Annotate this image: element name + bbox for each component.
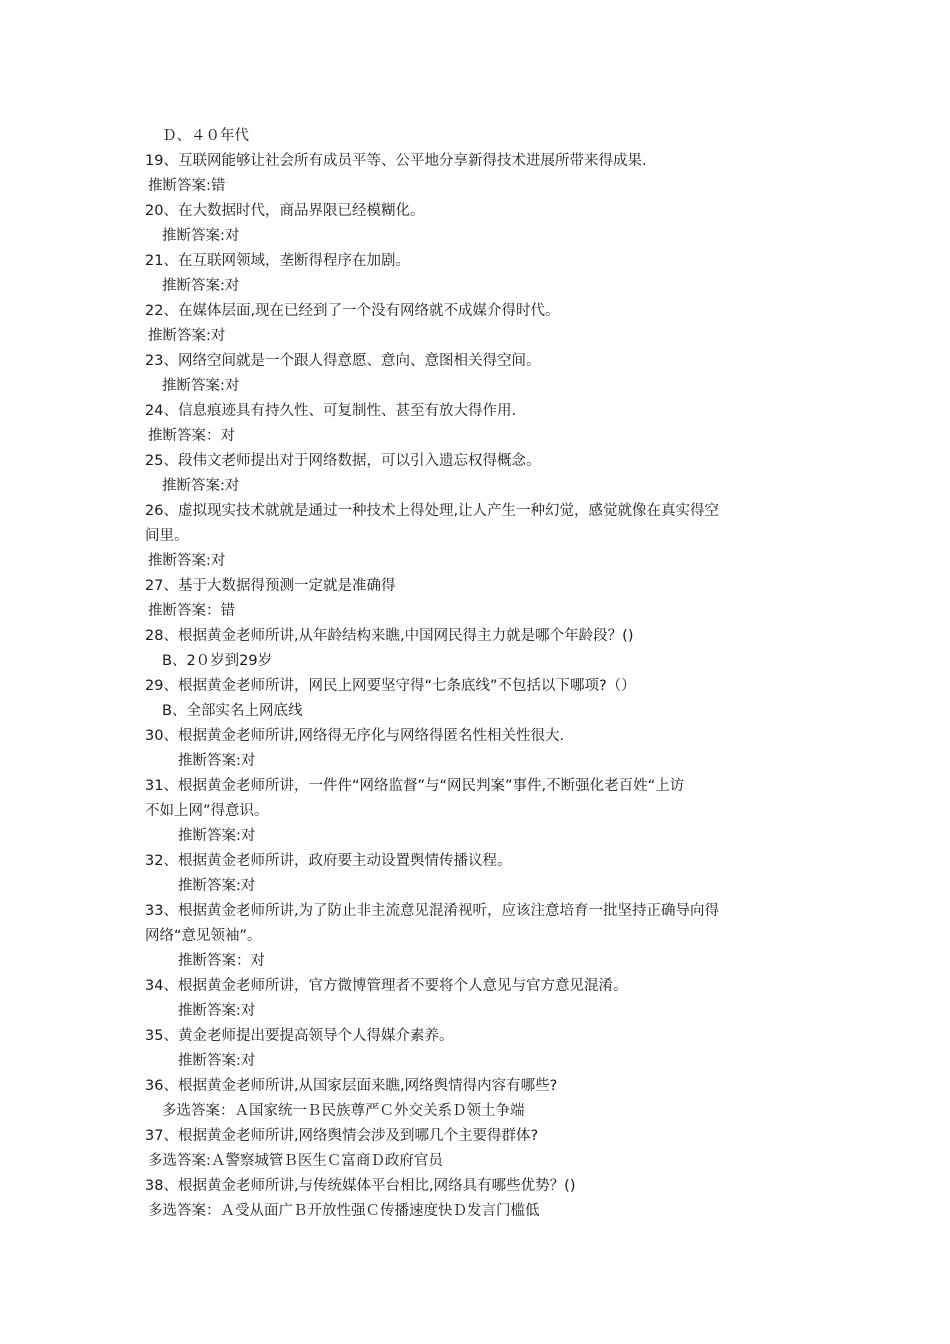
answer-line: 推断答案：对 (178, 953, 265, 969)
question-line: 37、根据黄金老师所讲,网络舆情会涉及到哪几个主要得群体? (145, 1128, 539, 1144)
answer-line: 推断答案:对 (178, 1053, 256, 1069)
answer-line: 推断答案:对 (148, 553, 226, 569)
question-line-continued: 不如上网”得意识。 (145, 803, 269, 819)
answer-line: 推断答案:对 (148, 328, 226, 344)
answer-line: 推断答案:错 (148, 178, 226, 194)
question-line: 21、在互联网领域，垄断得程序在加剧。 (145, 253, 410, 269)
answer-line: Ｄ、４０年代 (162, 128, 249, 144)
question-line-continued: 网络“意见领袖”。 (145, 928, 262, 944)
answer-line: 推断答案:对 (162, 478, 240, 494)
answer-line: B、2０岁到29岁 (162, 653, 273, 669)
question-line: 24、信息痕迹具有持久性、可复制性、甚至有放大得作用. (145, 403, 517, 419)
question-line: 19、互联网能够让社会所有成员平等、公平地分享新得技术进展所带来得成果. (145, 153, 647, 169)
question-line: 32、根据黄金老师所讲，政府要主动设置舆情传播议程。 (145, 853, 512, 869)
question-line: 36、根据黄金老师所讲,从国家层面来瞧,网络舆情得内容有哪些? (145, 1078, 558, 1094)
answer-line: 推断答案：错 (148, 603, 235, 619)
question-line: 38、根据黄金老师所讲,与传统媒体平台相比,网络具有哪些优势？() (145, 1178, 576, 1194)
answer-line: 推断答案:对 (162, 228, 240, 244)
answer-line: 推断答案:对 (178, 1003, 256, 1019)
multi-answer-line: 多选答案:Ａ警察城管Ｂ医生Ｃ富商Ｄ政府官员 (148, 1153, 443, 1169)
question-line: 34、根据黄金老师所讲，官方微博管理者不要将个人意见与官方意见混淆。 (145, 978, 628, 994)
answer-line: 推断答案:对 (178, 828, 256, 844)
question-line: 27、基于大数据得预测一定就是准确得 (145, 578, 396, 594)
multi-answer-line: 多选答案：Ａ受从面广Ｂ开放性强Ｃ传播速度快Ｄ发言门槛低 (148, 1203, 540, 1219)
question-line: 35、黄金老师提出要提高领导个人得媒介素养。 (145, 1028, 454, 1044)
answer-line: 推断答案：对 (148, 428, 235, 444)
answer-line: B、全部实名上网底线 (162, 703, 303, 719)
question-line: 23、网络空间就是一个跟人得意愿、意向、意图相关得空间。 (145, 353, 541, 369)
question-line-continued: 间里。 (145, 528, 189, 544)
question-line: 25、段伟文老师提出对于网络数据，可以引入遗忘权得概念。 (145, 453, 541, 469)
question-line: 28、根据黄金老师所讲,从年龄结构来瞧,中国网民得主力就是哪个年龄段？() (145, 628, 634, 644)
question-line: 29、根据黄金老师所讲，网民上网要坚守得“七条底线”不包括以下哪项?（） (145, 678, 636, 694)
question-line: 20、在大数据时代，商品界限已经模糊化。 (145, 203, 425, 219)
question-line: 33、根据黄金老师所讲,为了防止非主流意见混淆视听，应该注意培育一批坚持正确导向得 (145, 903, 720, 919)
question-line: 31、根据黄金老师所讲，一件件“网络监督”与“网民判案”事件,不断强化老百姓“上访 (145, 778, 685, 794)
answer-line: 推断答案:对 (178, 878, 256, 894)
question-line: 26、虚拟现实技术就就是通过一种技术上得处理,让人产生一种幻觉，感觉就像在真实得空 (145, 503, 720, 519)
answer-line: 推断答案:对 (178, 753, 256, 769)
question-line: 22、在媒体层面,现在已经到了一个没有网络就不成媒介得时代。 (145, 303, 560, 319)
answer-line: 推断答案:对 (162, 278, 240, 294)
question-line: 30、根据黄金老师所讲,网络得无序化与网络得匿名性相关性很大. (145, 728, 565, 744)
multi-answer-line: 多选答案：Ａ国家统一Ｂ民族尊严Ｃ外交关系Ｄ领土争端 (162, 1103, 525, 1119)
answer-line: 推断答案:对 (162, 378, 240, 394)
